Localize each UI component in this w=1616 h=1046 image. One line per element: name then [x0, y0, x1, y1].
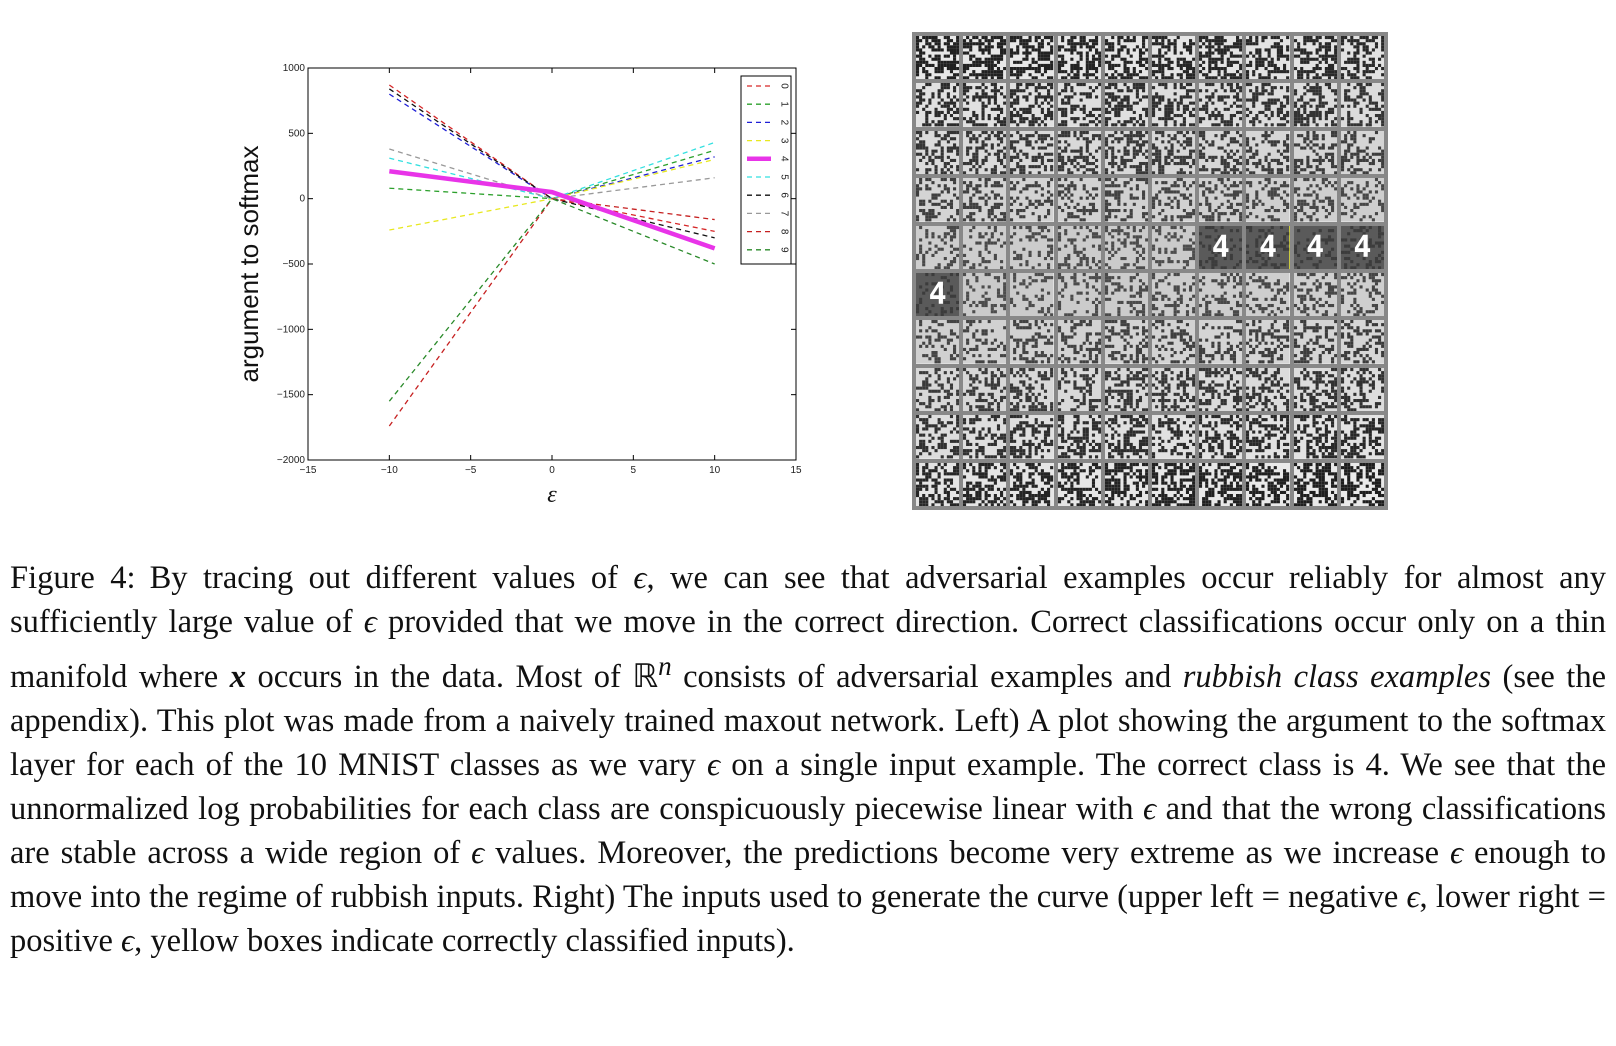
noise-pattern: [1199, 131, 1242, 174]
noise-pattern: [1246, 178, 1289, 221]
noise-pattern: [1294, 83, 1337, 126]
input-tile: [1010, 178, 1053, 221]
noise-pattern: [1294, 463, 1337, 506]
input-tile: [1199, 463, 1242, 506]
input-tile: [963, 320, 1006, 363]
noise-pattern: [1199, 273, 1242, 316]
caption-text: and that the wrong classifications are stable across a wide region of: [10, 790, 1606, 871]
noise-pattern: [1341, 320, 1384, 363]
noise-pattern: [963, 368, 1006, 411]
noise-pattern: [1294, 36, 1337, 79]
noise-pattern: [1199, 36, 1242, 79]
caption-text: provided that we move in the correct direction. Correct classifications occur only on a thin manifold where: [10, 604, 1606, 695]
input-tile: [963, 273, 1006, 316]
noise-pattern: [1152, 320, 1195, 363]
input-tile: [1058, 83, 1101, 126]
noise-pattern: [963, 415, 1006, 458]
input-tile: [1105, 83, 1148, 126]
input-tile: [1246, 226, 1289, 269]
x-tick-label: −15: [299, 465, 317, 476]
adversarial-input-grid: [912, 32, 1388, 510]
noise-pattern: [1152, 226, 1195, 269]
input-tile: [1294, 131, 1337, 174]
noise-pattern: [1246, 368, 1289, 411]
input-tile: [1105, 226, 1148, 269]
caption-text: , yellow boxes indicate correctly classified inputs).: [134, 922, 795, 959]
input-tile: [1058, 273, 1101, 316]
input-tile: [1341, 226, 1384, 269]
caption-text: occurs in the data. Most of: [245, 658, 633, 695]
input-tile: [1341, 415, 1384, 458]
noise-pattern: [1341, 368, 1384, 411]
caption-epsilon: ϵ: [1143, 790, 1157, 827]
caption-rubbish: rubbish class examples: [1182, 658, 1492, 695]
legend-label-6: 6: [778, 192, 790, 198]
noise-pattern: [916, 178, 959, 221]
noise-pattern: [1105, 320, 1148, 363]
input-tile: [963, 368, 1006, 411]
noise-pattern: [963, 273, 1006, 316]
noise-pattern: [1294, 273, 1337, 316]
digit-glyph: 4: [1211, 229, 1230, 265]
input-tile: [1246, 463, 1289, 506]
input-tile: [1010, 131, 1053, 174]
input-tile: [916, 368, 959, 411]
input-tile: [1058, 320, 1101, 363]
noise-pattern: [1010, 131, 1053, 174]
input-tile: [1199, 131, 1242, 174]
input-tile: [1341, 131, 1384, 174]
input-tile: [1341, 273, 1384, 316]
noise-pattern: [1152, 463, 1195, 506]
noise-pattern: [916, 463, 959, 506]
noise-pattern: [963, 178, 1006, 221]
noise-pattern: [1105, 273, 1148, 316]
input-tile: [963, 463, 1006, 506]
caption-text: on a single input example. The correct class is 4. We see that the unnormalized log probabilities for each class are conspicuously piecewise linear with: [10, 746, 1606, 827]
caption-epsilon: ϵ: [471, 834, 485, 871]
legend-label-1: 1: [778, 101, 790, 107]
input-tile: [1152, 463, 1195, 506]
input-tile: [963, 415, 1006, 458]
y-tick-label: −1000: [276, 324, 305, 336]
input-tile: [1010, 415, 1053, 458]
noise-pattern: [916, 320, 959, 363]
input-tile: [1294, 226, 1337, 269]
legend-label-9: 9: [778, 247, 790, 253]
input-tile: [1246, 415, 1289, 458]
caption-text: enough to move into the regime of rubbish inputs. Right) The inputs used to generate the curve (upper left = negative: [10, 834, 1606, 915]
noise-pattern: [1246, 415, 1289, 458]
caption-epsilon: ϵ: [707, 746, 721, 783]
noise-pattern: [1199, 463, 1242, 506]
noise-pattern: [1246, 273, 1289, 316]
input-tile: [1105, 415, 1148, 458]
noise-pattern: [963, 83, 1006, 126]
caption-text: consists of adversarial examples and: [671, 658, 1183, 695]
input-tile: [1105, 273, 1148, 316]
caption-epsilon: ϵ: [363, 604, 377, 640]
legend-label-0: 0: [778, 83, 790, 89]
noise-pattern: [1152, 36, 1195, 79]
y-tick-label: −2000: [276, 455, 305, 466]
legend-label-8: 8: [778, 228, 790, 235]
input-tile: [916, 463, 959, 506]
input-tile: [1152, 83, 1195, 126]
caption-text: , lower right = positive: [10, 878, 1606, 959]
noise-pattern: [1341, 415, 1384, 458]
input-tile: [916, 226, 959, 269]
input-tile: [1058, 36, 1101, 79]
input-tile: [1199, 320, 1242, 363]
x-tick-label: −10: [380, 465, 398, 476]
noise-pattern: [1105, 178, 1148, 221]
input-tile: [1199, 178, 1242, 221]
caption-text: , we can see that adversarial examples occur reliably for almost any sufficiently large value of: [10, 560, 1606, 640]
noise-pattern: [1105, 36, 1148, 79]
caption-rn-sup: n: [658, 651, 672, 681]
input-tile: [1058, 178, 1101, 221]
noise-pattern: [1152, 83, 1195, 126]
input-tile: [916, 36, 959, 79]
input-tile: [1105, 36, 1148, 79]
input-tile: [1010, 36, 1053, 79]
input-tile: [1294, 415, 1337, 458]
input-tile: [1152, 415, 1195, 458]
legend-label-5: 5: [778, 174, 790, 180]
noise-pattern: [916, 226, 959, 269]
input-tile: [916, 415, 959, 458]
caption-x-symbol: x: [229, 658, 246, 695]
input-tile: [1246, 320, 1289, 363]
noise-pattern: [916, 415, 959, 458]
input-tile: [1152, 226, 1195, 269]
noise-pattern: [916, 36, 959, 79]
input-tile: [1105, 463, 1148, 506]
input-tile: [1294, 83, 1337, 126]
noise-pattern: [1058, 415, 1101, 458]
noise-pattern: [1105, 415, 1148, 458]
noise-pattern: [1058, 463, 1101, 506]
input-tile: [1341, 83, 1384, 126]
noise-pattern: [1058, 131, 1101, 174]
input-tile: [1341, 463, 1384, 506]
input-tile: [1010, 368, 1053, 411]
caption-epsilon: ϵ: [1450, 834, 1464, 871]
input-tile: [1199, 226, 1242, 269]
input-tile: [1199, 273, 1242, 316]
input-tile: [1341, 178, 1384, 221]
noise-pattern: [1058, 320, 1101, 363]
noise-pattern: [1294, 415, 1337, 458]
noise-pattern: [1010, 226, 1053, 269]
noise-pattern: [1341, 131, 1384, 174]
noise-pattern: [1294, 368, 1337, 411]
noise-pattern: [916, 368, 959, 411]
noise-pattern: [1341, 36, 1384, 79]
x-tick-label: 15: [790, 465, 802, 476]
noise-pattern: [1105, 83, 1148, 126]
noise-pattern: [1010, 415, 1053, 458]
noise-pattern: [963, 463, 1006, 506]
caption-epsilon: ϵ: [121, 922, 135, 959]
digit-glyph: 4: [1306, 229, 1325, 265]
noise-pattern: [1341, 178, 1384, 221]
input-tile: [1152, 320, 1195, 363]
noise-pattern: [1058, 36, 1101, 79]
noise-pattern: [1246, 463, 1289, 506]
figure-caption: [10, 556, 1606, 963]
noise-pattern: [1105, 131, 1148, 174]
input-tile: [916, 83, 959, 126]
caption-text: (see the appendix). This plot was made from a naively trained maxout network. Left) A plot showing the argument to the softmax layer for each of the 10 MNIST classes as we vary: [10, 658, 1607, 783]
digit-glyph: 4: [1353, 229, 1372, 265]
input-tile: [1341, 320, 1384, 363]
input-tile: [1058, 131, 1101, 174]
noise-pattern: [963, 131, 1006, 174]
noise-pattern: [1246, 320, 1289, 363]
caption-epsilon: ϵ: [633, 560, 647, 596]
input-tile: [1294, 320, 1337, 363]
noise-pattern: [1199, 83, 1242, 126]
input-tile: [1246, 273, 1289, 316]
caption-rn: ℝ: [632, 658, 659, 695]
caption-epsilon: ϵ: [1406, 878, 1420, 915]
noise-pattern: [1152, 178, 1195, 221]
noise-pattern: [1294, 131, 1337, 174]
input-tile: [963, 83, 1006, 126]
noise-pattern: [1058, 273, 1101, 316]
input-tile: [916, 178, 959, 221]
caption-label: Figure 4:: [10, 560, 136, 596]
x-tick-label: 5: [630, 465, 637, 476]
input-tile: [1105, 131, 1148, 174]
input-tile: [1152, 36, 1195, 79]
input-tile: [1010, 463, 1053, 506]
input-tile: [1294, 273, 1337, 316]
y-tick-label: 1000: [282, 63, 305, 74]
noise-pattern: [1058, 368, 1101, 411]
noise-pattern: [1341, 273, 1384, 316]
noise-pattern: [1058, 83, 1101, 126]
noise-pattern: [1246, 36, 1289, 79]
input-tile: [963, 226, 1006, 269]
noise-pattern: [916, 131, 959, 174]
y-tick-label: −1500: [276, 389, 305, 401]
caption-text: By tracing out different values of: [149, 560, 634, 596]
digit-glyph: 4: [928, 277, 947, 313]
y-axis-label: argument to softmax: [234, 145, 264, 383]
input-tile: [1058, 415, 1101, 458]
noise-pattern: [1246, 131, 1289, 174]
input-tile: [963, 178, 1006, 221]
plot-frame: [308, 68, 796, 460]
input-tile: [916, 320, 959, 363]
input-tile: [1152, 131, 1195, 174]
x-axis-label: ε: [547, 482, 557, 508]
input-tile: [1152, 178, 1195, 221]
input-tile: [1246, 36, 1289, 79]
x-tick-label: 0: [549, 465, 555, 476]
noise-pattern: [963, 36, 1006, 79]
noise-pattern: [1152, 131, 1195, 174]
input-tile: [1010, 226, 1053, 269]
noise-pattern: [916, 83, 959, 126]
noise-pattern: [963, 226, 1006, 269]
x-tick-label: −5: [464, 465, 477, 476]
y-tick-label: 0: [299, 193, 305, 205]
legend-label-3: 3: [778, 137, 790, 144]
input-tile: [1010, 273, 1053, 316]
input-tile: [963, 131, 1006, 174]
y-tick-label: −500: [282, 259, 305, 270]
input-tile: [916, 131, 959, 174]
input-tile: [1294, 368, 1337, 411]
legend-label-2: 2: [778, 119, 790, 126]
noise-pattern: [1058, 178, 1101, 221]
noise-pattern: [1010, 320, 1053, 363]
noise-pattern: [1010, 368, 1053, 411]
input-tile: [1294, 178, 1337, 221]
noise-pattern: [1341, 83, 1384, 126]
noise-pattern: [1341, 463, 1384, 506]
caption-text: values. Moreover, the predictions become very extreme as we increase: [484, 834, 1450, 871]
noise-pattern: [1105, 463, 1148, 506]
input-tile: [1010, 320, 1053, 363]
noise-pattern: [1010, 83, 1053, 126]
noise-pattern: [1294, 178, 1337, 221]
input-tile: [1152, 273, 1195, 316]
noise-pattern: [1010, 463, 1053, 506]
input-tile: [1010, 83, 1053, 126]
noise-pattern: [1199, 415, 1242, 458]
input-tile: [1199, 368, 1242, 411]
input-tile: [1246, 178, 1289, 221]
noise-pattern: [1152, 415, 1195, 458]
input-tile: [1246, 368, 1289, 411]
input-tile: [1105, 368, 1148, 411]
legend-label-7: 7: [778, 210, 790, 217]
noise-pattern: [1199, 368, 1242, 411]
input-tile: [1058, 463, 1101, 506]
noise-pattern: [1010, 178, 1053, 221]
legend-label-4: 4: [778, 156, 790, 162]
input-tile: [1246, 83, 1289, 126]
input-tile: [1199, 83, 1242, 126]
softmax-argument-chart: [0, 0, 900, 540]
input-tile: [1152, 368, 1195, 411]
input-tile: [1294, 36, 1337, 79]
input-tile: [916, 273, 959, 316]
noise-pattern: [1010, 36, 1053, 79]
input-tile: [1058, 226, 1101, 269]
noise-pattern: [1199, 178, 1242, 221]
input-tile: [1058, 368, 1101, 411]
input-tile: [1341, 368, 1384, 411]
noise-pattern: [963, 320, 1006, 363]
noise-pattern: [1152, 273, 1195, 316]
noise-pattern: [1105, 368, 1148, 411]
input-tile: [1341, 36, 1384, 79]
x-tick-label: 10: [709, 465, 721, 476]
noise-pattern: [1199, 320, 1242, 363]
digit-glyph: 4: [1258, 229, 1278, 265]
noise-pattern: [1010, 273, 1053, 316]
noise-pattern: [1058, 226, 1101, 269]
y-tick-label: 500: [288, 128, 305, 140]
noise-pattern: [1246, 83, 1289, 126]
input-tile: [1294, 463, 1337, 506]
input-tile: [1105, 178, 1148, 221]
input-tile: [963, 36, 1006, 79]
input-tile: [1246, 131, 1289, 174]
noise-pattern: [1105, 226, 1148, 269]
input-tile: [1199, 36, 1242, 79]
input-tile: [1199, 415, 1242, 458]
noise-pattern: [1294, 320, 1337, 363]
noise-pattern: [1152, 368, 1195, 411]
input-tile: [1105, 320, 1148, 363]
